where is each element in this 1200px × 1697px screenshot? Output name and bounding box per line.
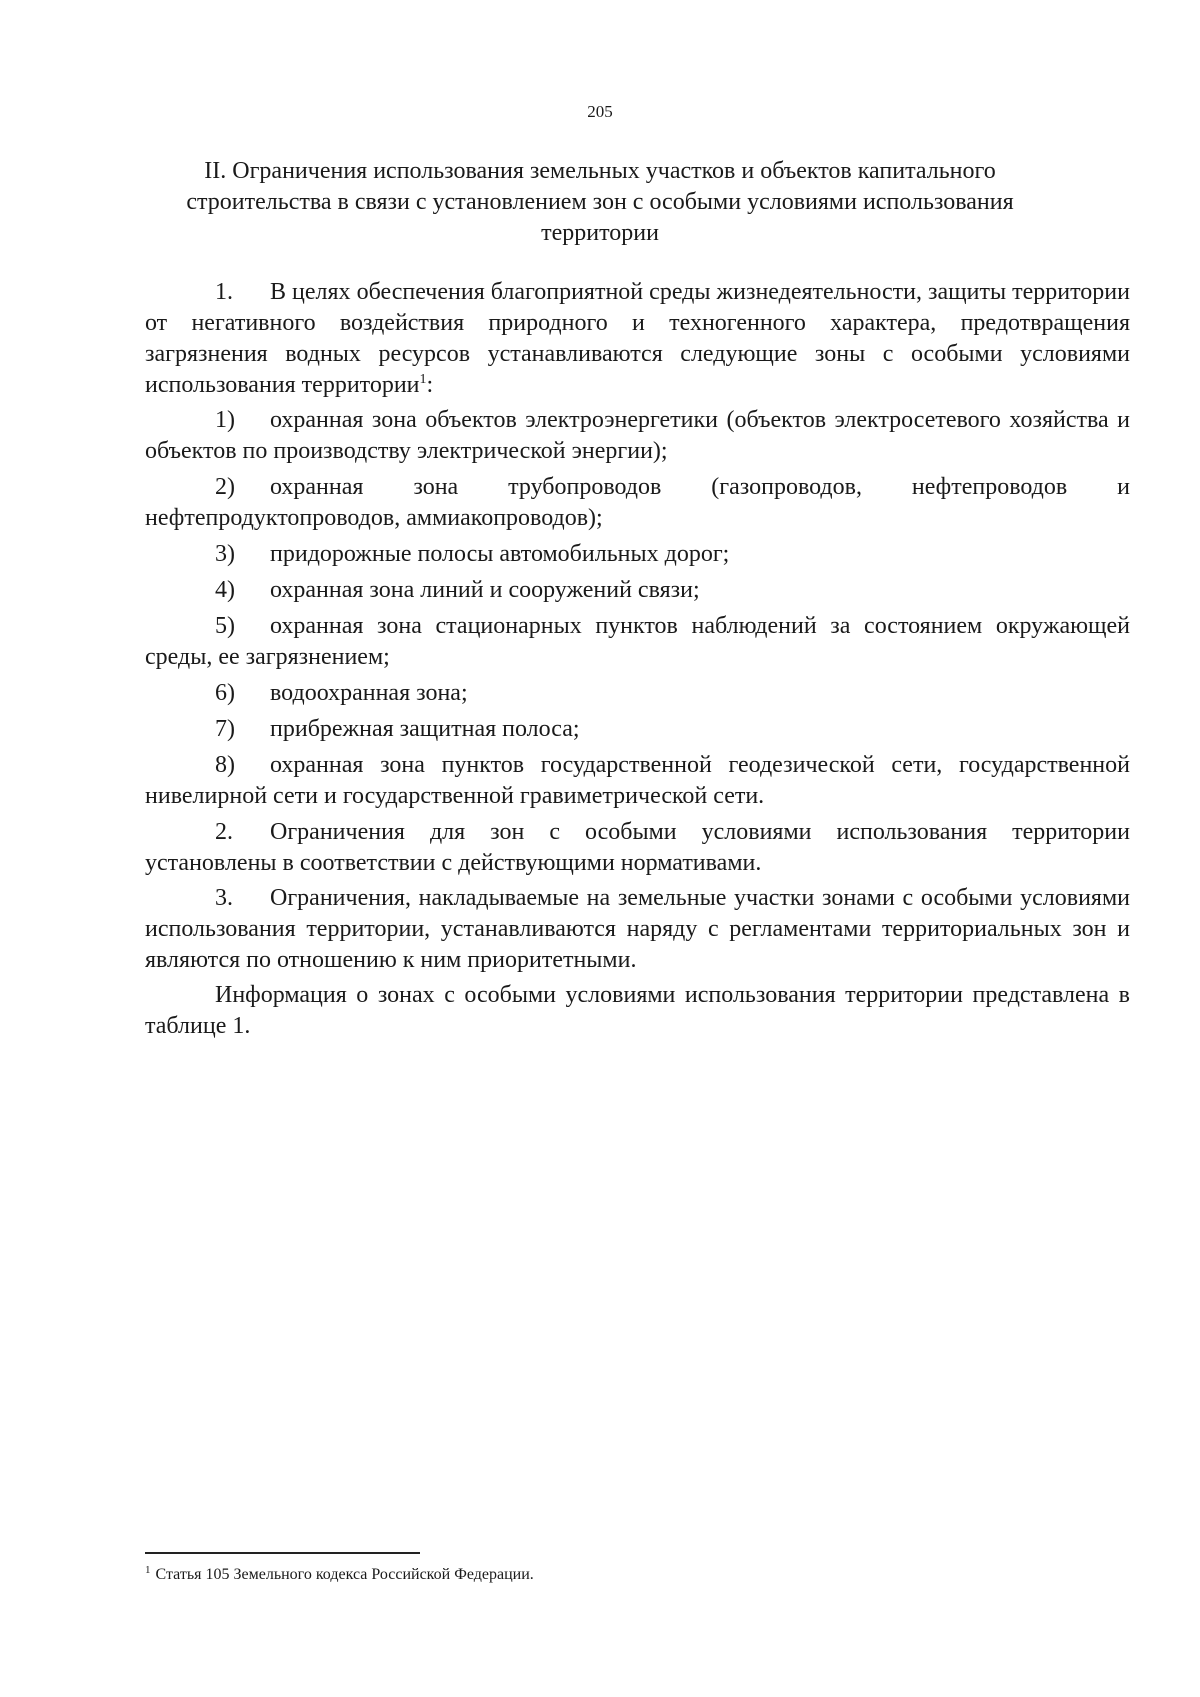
- list-item: [145, 714, 1130, 745]
- list-item-number: 8): [215, 752, 235, 778]
- list-item-text: водоохранная зона;: [270, 680, 468, 706]
- list-item-text: охранная зона трубопроводов (газопроводов, нефтепроводов и нефтепродуктопроводов, аммиакопроводов);: [145, 474, 1130, 531]
- list-item-text: охранная зона линий и сооружений связи;: [270, 577, 700, 603]
- paragraph-1: [145, 277, 1130, 401]
- paragraph-number: 1.: [215, 279, 233, 305]
- paragraph-text: Ограничения для зон с особыми условиями использования территории установлены в соответствии с действующими нормативами.: [145, 819, 1130, 876]
- paragraph-3: [145, 883, 1130, 976]
- list-item: [145, 472, 1130, 534]
- list-item-number: 6): [215, 680, 235, 706]
- paragraph-text: В целях обеспечения благоприятной среды жизнедеятельности, защиты территории от негативного воздействия природного и техногенного характера, предотвращения загрязнения водных ресурсов устанавливаются следующие зоны с особыми условиями использования территории: [145, 279, 1130, 398]
- list-item-number: 1): [215, 407, 235, 433]
- paragraph-number: 3.: [215, 885, 233, 911]
- list-item: [145, 750, 1130, 812]
- paragraph-2: [145, 817, 1130, 879]
- paragraph-4: [145, 980, 1130, 1042]
- body-text: [145, 277, 1130, 1046]
- footnote-text: Статья 105 Земельного кодекса Российской Федерации.: [155, 1566, 534, 1583]
- list-item-number: 2): [215, 474, 235, 500]
- section-heading: II. Ограничения использования земельных участков и объектов капитального строительства в связи с установлением зон с особыми условиями использования территории: [186, 158, 1014, 246]
- list-item: [145, 575, 1130, 606]
- list-item: [145, 611, 1130, 673]
- footnote-divider: [145, 1552, 420, 1554]
- list-item-number: 3): [215, 541, 235, 567]
- list-item: [145, 678, 1130, 709]
- list-item-number: 5): [215, 613, 235, 639]
- paragraph-ending: :: [426, 372, 434, 398]
- footnote: [145, 1565, 1045, 1585]
- paragraph-text: Информация о зонах с особыми условиями использования территории представлена в таблице 1.: [145, 982, 1130, 1039]
- paragraph-number: 2.: [215, 819, 233, 845]
- list-item: [145, 539, 1130, 570]
- list-item-text: охранная зона объектов электроэнергетики (объектов электросетевого хозяйства и объектов по производству электрической энергии);: [145, 407, 1130, 464]
- list-item-text: придорожные полосы автомобильных дорог;: [270, 541, 730, 567]
- list-item-text: охранная зона стационарных пунктов наблюдений за состоянием окружающей среды, ее загрязнением;: [145, 613, 1130, 670]
- list-item-text: прибрежная защитная полоса;: [270, 716, 580, 742]
- list-item-number: 7): [215, 716, 235, 742]
- footnote-marker: 1: [145, 1563, 151, 1576]
- page-number: 205: [587, 102, 613, 121]
- paragraph-text: Ограничения, накладываемые на земельные участки зонами с особыми условиями использования территории, устанавливаются наряду с регламентами территориальных зон и являются по отношению к ним приоритетными.: [145, 885, 1130, 973]
- list-item-number: 4): [215, 577, 235, 603]
- list-item-text: охранная зона пунктов государственной геодезической сети, государственной нивелирной сети и государственной гравиметрической сети.: [145, 752, 1130, 809]
- footnote-reference[interactable]: 1: [419, 372, 427, 387]
- list-item: [145, 405, 1130, 467]
